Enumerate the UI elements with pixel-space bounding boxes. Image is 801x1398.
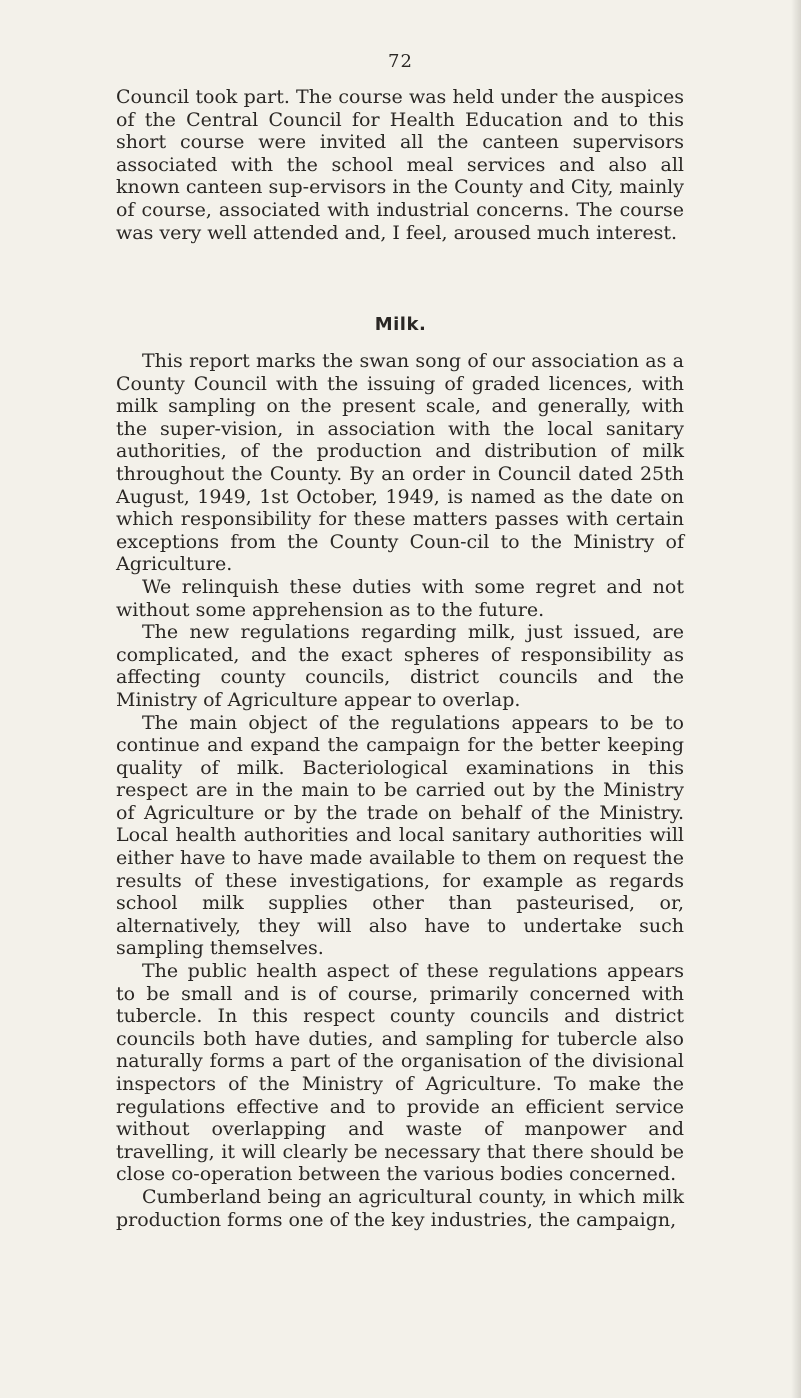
paragraph: The public health aspect of these regulations appears to be small and is of course, primarily concerned with tubercle. In this respect county councils and district councils both have duties, and sampling for tubercle also naturally forms a part of the organisation of the divisional inspectors of the Ministry of Agriculture. To make the regulations effective and to provide an efficient service without overlapping and waste of manpower and travelling, it will clearly be necessary that there should be close co-operation between the various bodies concerned. (116, 960, 684, 1186)
page-number: 72 (388, 51, 413, 72)
paragraph: This report marks the swan song of our association as a County Council with the issuing of graded licences, with milk sampling on the present scale, and generally, with the super-vision, in association with the local sanitary authorities, of the production and distribution of milk throughout the County. By an order in Council dated 25th August, 1949, 1st October, 1949, is named as the date on which responsibility for these matters passes with certain exceptions from the County Coun-cil to the Ministry of Agriculture. (116, 350, 684, 576)
paragraph: The new regulations regarding milk, just issued, are complicated, and the exact spheres of responsibility as affecting county councils, district councils and the Ministry of Agriculture appear to overlap. (116, 621, 684, 711)
paragraph: We relinquish these duties with some regret and not without some apprehension as to the future. (116, 575, 684, 621)
intro-text (116, 86, 684, 244)
paragraph: Cumberland being an agricultural county, in which milk production forms one of the key industries, the campaign, (116, 1185, 684, 1231)
section-heading-milk: Milk. (374, 314, 427, 335)
paragraph: The main object of the regulations appears to be to continue and expand the campaign for the better keeping quality of milk. Bacteriological examinations in this respect are in the main to be carried out by the Ministry of Agriculture or by the trade on behalf of the Ministry. Local health authorities and local sanitary authorities will either have to have made available to them on request the results of these investigations, for example as regards school milk supplies other than pasteurised, or, alternatively, they will also have to undertake such sampling themselves. (116, 711, 684, 960)
page-edge-shadow (791, 0, 801, 1398)
milk-section-body (116, 350, 684, 1231)
paragraph: Council took part. The course was held under the auspices of the Central Council for Health Education and to this short course were invited all the canteen supervisors associated with the school meal services and also all known canteen sup-ervisors in the County and City, mainly of course, associated with industrial concerns. The course was very well attended and, I feel, aroused much interest. (116, 86, 684, 244)
